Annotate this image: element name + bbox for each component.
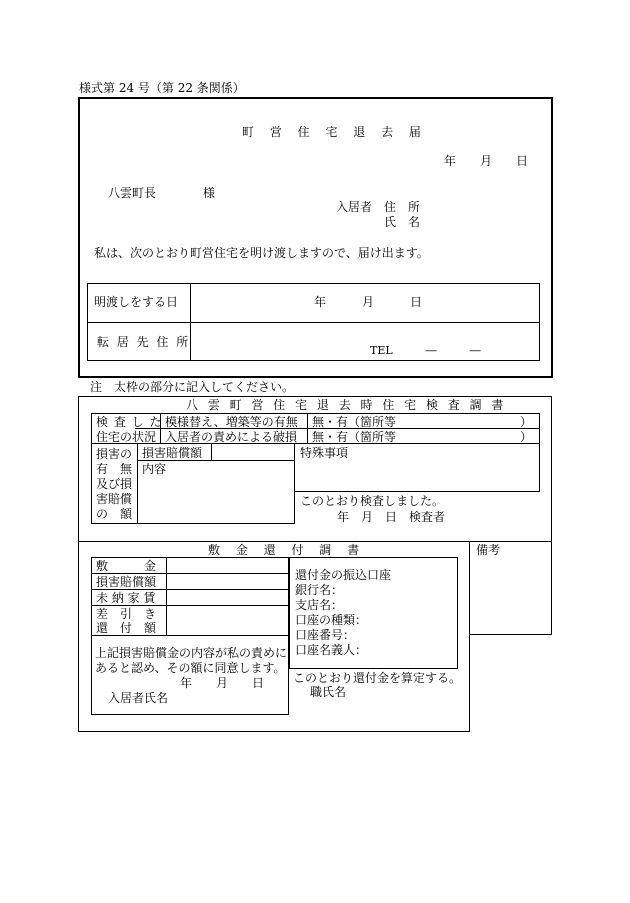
renovation-close: ） (520, 415, 533, 429)
bank-name-field[interactable]: 銀行名： (295, 583, 344, 597)
damage-content-label: 内容 (142, 462, 167, 476)
date-line: 年 月 日 (444, 154, 529, 168)
subtraction-row-label: 差 引 き (96, 607, 157, 621)
statement: 私は、次のとおり町営住宅を明け渡しますので、届け出ます。 (94, 246, 429, 260)
status-label-2: 住宅の状況 (96, 430, 157, 444)
new-address-label: 転 居 先 住 所 (97, 335, 191, 349)
inspected-text: このとおり検査しました。 (300, 494, 445, 508)
notice-title: 町 営 住 宅 退 去 届 (242, 125, 427, 139)
damage-cause-close: ） (520, 430, 533, 444)
addressee-suffix: 様 (203, 186, 216, 200)
bank-title: 還付金の振込口座 (295, 568, 392, 582)
inspector-line: 年 月 日 検査者 (337, 510, 446, 524)
status-label-1: 検 査 し た (96, 415, 163, 429)
inspection-title: 八 雲 町 営 住 宅 退 去 時 住 宅 検 査 調 書 (186, 398, 507, 412)
account-holder-field[interactable]: 口座名義人： (295, 643, 368, 657)
account-type-field[interactable]: 口座の種類： (295, 613, 368, 627)
remarks-label: 備考 (476, 543, 501, 557)
damage-cause-label: 入居者の責めによる破損 (165, 430, 298, 444)
damage-label-4: 害賠償 (96, 492, 133, 506)
name-label: 氏 名 (384, 215, 421, 229)
tel-field[interactable]: TEL ― ― (370, 344, 481, 357)
renovation-value[interactable]: 無・有（箇所等 (312, 415, 397, 429)
deposit-row-label: 敷 金 (96, 559, 157, 573)
unpaid-rent-row-label: 未 納 家 賃 (96, 591, 156, 605)
addressee: 八雲町長 (108, 186, 157, 200)
renovation-label: 模様替え、増築等の有無 (165, 415, 298, 429)
branch-name-field[interactable]: 支店名： (295, 598, 344, 612)
address-label: 住 所 (384, 200, 421, 214)
move-date-label: 明渡しをする日 (94, 295, 179, 309)
deposit-title: 敷 金 還 付 調 書 (208, 543, 366, 557)
account-number-field[interactable]: 口座番号： (295, 628, 356, 642)
tenant-name-label: 入居者氏名 (108, 691, 169, 705)
agreement-date: 年 月 日 (180, 676, 265, 690)
damage-label-5: の 額 (96, 507, 133, 521)
damage-amount-label: 損害賠償額 (142, 446, 203, 460)
refund-amount-row-label: 還 付 額 (96, 621, 157, 635)
damage-compensation-row-label: 損害賠償額 (96, 575, 157, 589)
note: 注 太枠の部分に記入してください。 (90, 380, 295, 394)
applicant-label: 入居者 (336, 200, 373, 214)
agreement-line-1: 上記損害賠償金の内容が私の責めに (95, 646, 288, 660)
damage-label-3: 及び損 (96, 477, 133, 491)
damage-label-1: 損害の (96, 447, 133, 461)
damage-label-2: 有 無 (96, 462, 133, 476)
form-number: 様式第 24 号（第 22 条関係） (79, 81, 245, 95)
damage-cause-value[interactable]: 無・有（箇所等 (312, 430, 397, 444)
move-date-value[interactable]: 年 月 日 (314, 295, 423, 309)
computed-text: このとおり還付金を算定する。 (293, 671, 462, 685)
special-matters-label: 特殊事項 (300, 446, 349, 460)
staff-name-label: 職氏名 (310, 685, 347, 699)
agreement-line-2: あると認め、その額に同意します。 (95, 661, 286, 675)
